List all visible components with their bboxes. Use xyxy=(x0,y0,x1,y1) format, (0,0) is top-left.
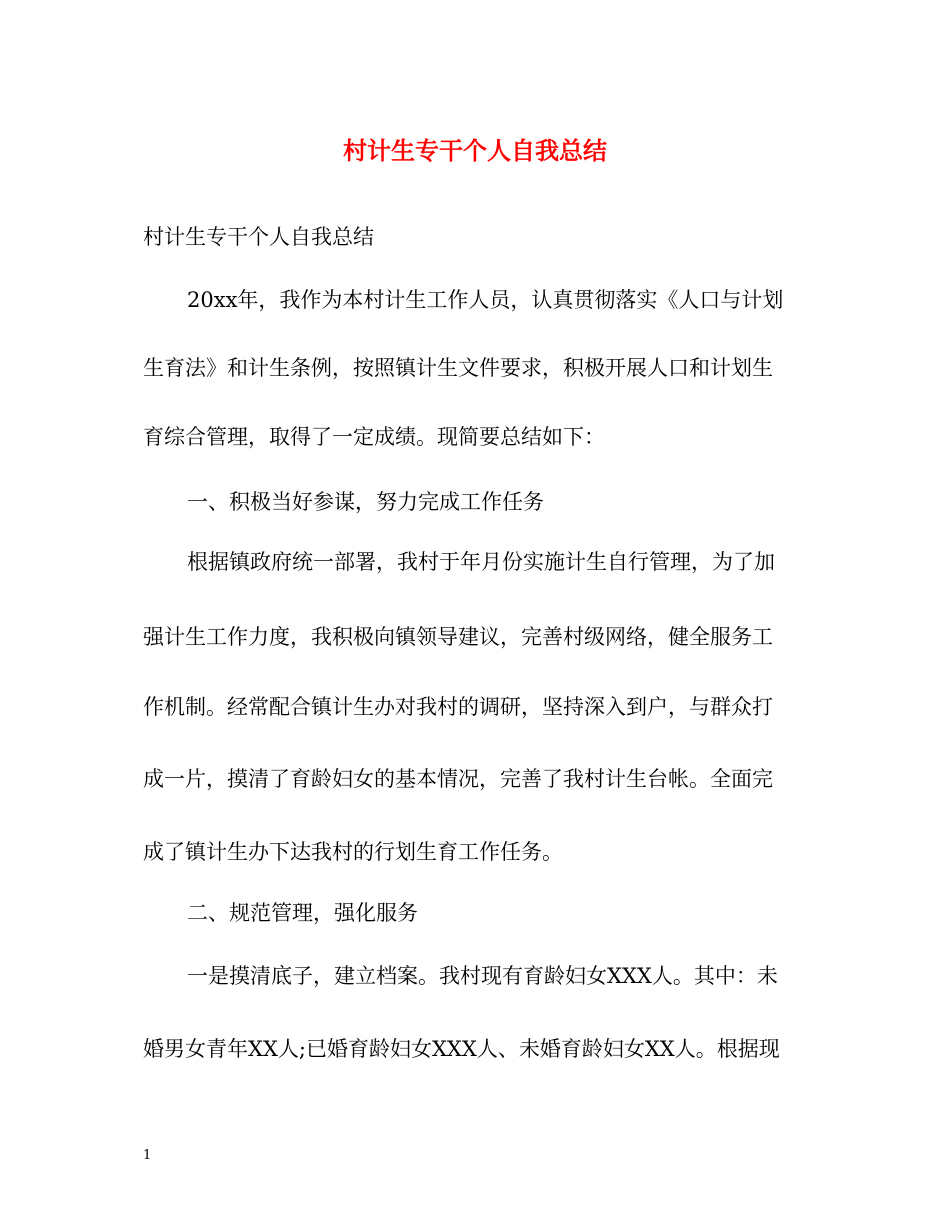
paragraph-line: 育综合管理，取得了一定成绩。现简要总结如下： xyxy=(143,425,605,449)
document-title: 村计生专干个人自我总结 xyxy=(343,136,607,165)
paragraph-line: 一是摸清底子，建立档案。我村现有育龄妇女XXX人。其中：未 xyxy=(187,964,778,988)
paragraph-line: 成了镇计生办下达我村的行划生育工作任务。 xyxy=(143,840,563,864)
paragraph-line: 婚男女青年XX人;已婚育龄妇女XXX人、未婚育龄妇女XX人。根据现 xyxy=(143,1037,780,1061)
section-heading: 二、规范管理，强化服务 xyxy=(187,901,418,925)
page-number: 1 xyxy=(143,1148,152,1163)
paragraph-line: 生育法》和计生条例，按照镇计生文件要求，积极开展人口和计划生 xyxy=(143,356,773,380)
section-heading: 一、积极当好参谋，努力完成工作任务 xyxy=(187,490,544,514)
paragraph-line: 根据镇政府统一部署，我村于年月份实施计生自行管理，为了加 xyxy=(187,550,775,574)
paragraph-line: 作机制。经常配合镇计生办对我村的调研，坚持深入到户，与群众打 xyxy=(143,695,773,719)
paragraph-line: 强计生工作力度，我积极向镇领导建议，完善村级网络，健全服务工 xyxy=(143,625,773,649)
paragraph-line: 成一片，摸清了育龄妇女的基本情况，完善了我村计生台帐。全面完 xyxy=(143,767,773,791)
paragraph-line: 20xx年，我作为本村计生工作人员，认真贯彻落实《人口与计划 xyxy=(187,288,784,312)
subtitle-line: 村计生专干个人自我总结 xyxy=(143,225,374,249)
